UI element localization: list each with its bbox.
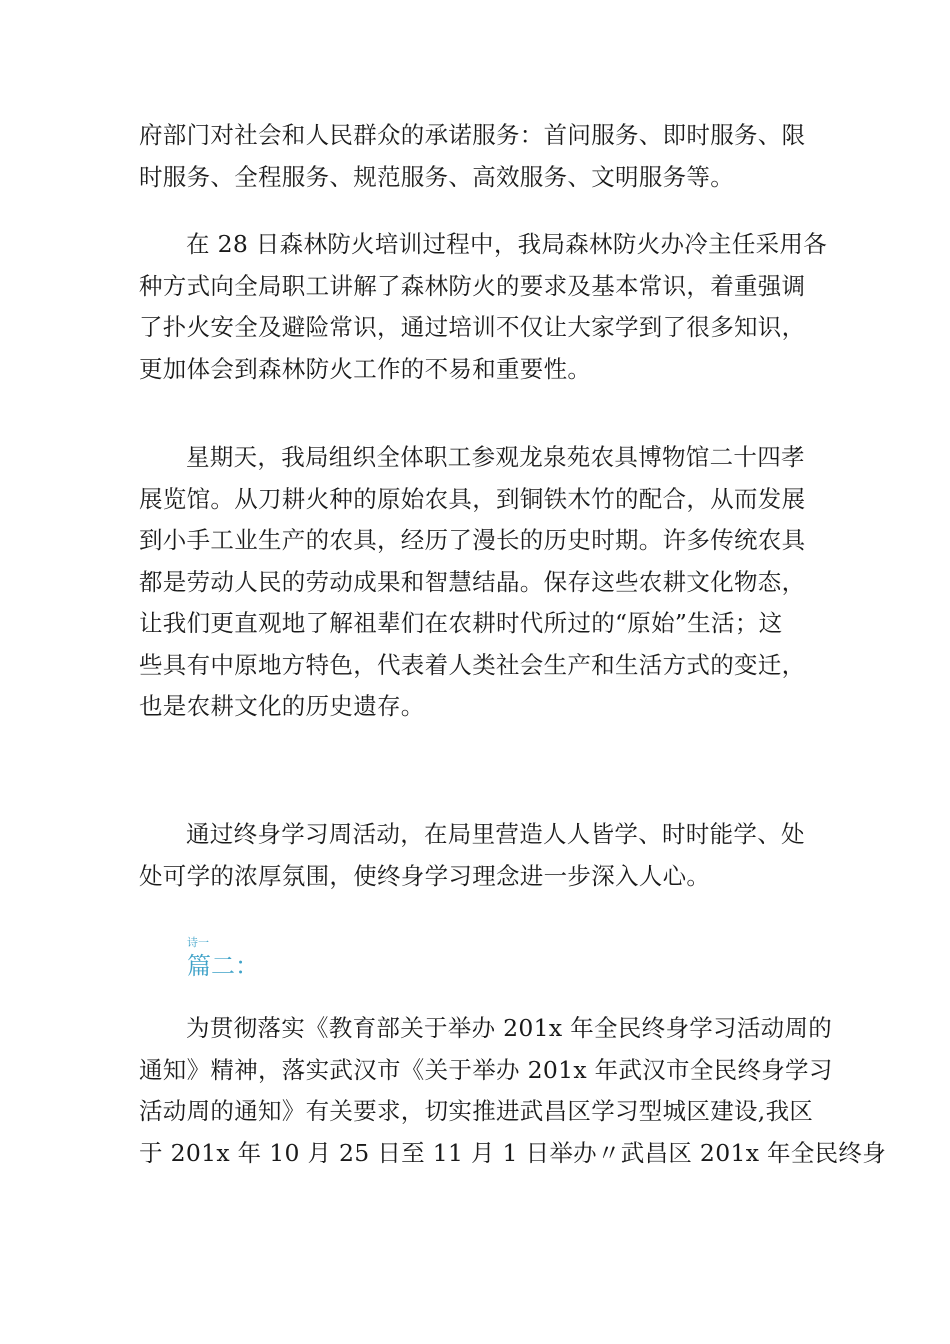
paragraph-3: [139, 437, 819, 728]
paragraph-2: [139, 224, 828, 390]
paragraph-line: 都是劳动人民的劳动成果和智慧结晶。保存这些农耕文化物态，: [139, 567, 806, 596]
paragraph-4: [139, 814, 819, 897]
paragraph-line: 通知》精神，落实武汉市《关于举办 201x 年武汉市全民终身学习: [139, 1055, 833, 1084]
paragraph-line: 为贯彻落实《教育部关于举办 201x 年全民终身学习活动周的: [186, 1014, 833, 1042]
paragraph-line: 处可学的浓厚氛围，使终身学习理念进一步深入人心。: [139, 861, 711, 890]
paragraph-line: 也是农耕文化的历史遗存。: [139, 692, 425, 720]
paragraph-line: 到小手工业生产的农具，经历了漫长的历史时期。许多传统农具: [139, 526, 806, 554]
section-heading: 篇二：: [187, 952, 259, 980]
paragraph-line: 活动周的通知》有关要求，切实推进武昌区学习型城区建设,我区: [139, 1097, 814, 1125]
paragraph-line: 时服务、全程服务、规范服务、高效服务、文明服务等。: [139, 162, 734, 191]
paragraph-line: 了扑火安全及避险常识，通过培训不仅让大家学到了很多知识，: [139, 313, 806, 341]
paragraph-line: 于 201x 年 10 月 25 日至 11 月 1 日举办〃武昌区 201x 年全民终身: [139, 1138, 887, 1167]
paragraph-line: 府部门对社会和人民群众的承诺服务：首问服务、即时服务、限: [139, 121, 806, 149]
paragraph-1: [139, 115, 819, 198]
paragraph-line: 通过终身学习周活动，在局里营造人人皆学、时时能学、处: [186, 820, 805, 848]
paragraph-line: 展览馆。从刀耕火种的原始农具，到铜铁木竹的配合，从而发展: [139, 484, 806, 513]
paragraph-line: 些具有中原地方特色，代表着人类社会生产和生活方式的变迁，: [139, 650, 806, 679]
paragraph-line: 更加体会到森林防火工作的不易和重要性。: [139, 354, 592, 383]
paragraph-line: 种方式向全局职工讲解了森林防火的要求及基本常识，着重强调: [139, 271, 806, 300]
paragraph-line: 星期天，我局组织全体职工参观龙泉苑农具博物馆二十四孝: [186, 443, 805, 471]
paragraph-line: 在 28 日森林防火培训过程中，我局森林防火办冷主任采用各: [186, 230, 828, 258]
section-heading-annotation: 诗一: [187, 936, 209, 949]
paragraph-5: [139, 1008, 887, 1174]
paragraph-line: 让我们更直观地了解祖辈们在农耕时代所过的“原始”生活；这: [139, 609, 783, 637]
